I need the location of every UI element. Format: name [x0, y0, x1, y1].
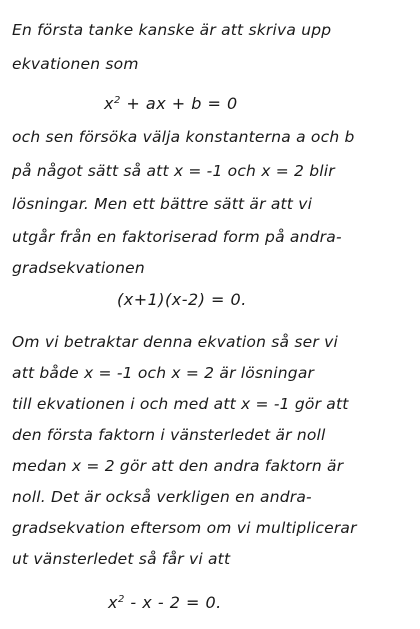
- text-line: ekvationen som: [12, 55, 139, 73]
- equation-factorized: (x+1)(x-2) = 0.: [117, 290, 247, 309]
- text-line: Om vi betraktar denna ekvation så ser vi: [12, 333, 338, 351]
- text-line: ut vänsterledet så får vi att: [12, 550, 231, 568]
- text-line: på något sätt så att x = -1 och x = 2 blir: [12, 162, 335, 180]
- equation-expanded: $x^2 - x - 2 = 0$.: [108, 593, 222, 612]
- text-line: En första tanke kanske är att skriva upp: [12, 21, 332, 39]
- text-line: noll. Det är också verkligen en andra-: [12, 488, 312, 506]
- text-line: till ekvationen i och med att x = -1 gör att: [12, 395, 349, 413]
- text-line: utgår från en faktoriserad form på andra-: [12, 228, 342, 246]
- text-line: och sen försöka välja konstanterna a och b: [12, 128, 355, 146]
- text-line: lösningar. Men ett bättre sätt är att vi: [12, 195, 313, 213]
- text-line: medan x = 2 gör att den andra faktorn är: [12, 457, 344, 475]
- equation-quadratic-general: $x^2$ + ax + b = 0: [104, 94, 238, 113]
- text-line: gradsekvationen: [12, 259, 145, 277]
- text-line: att både x = -1 och x = 2 är lösningar: [12, 364, 315, 382]
- text-line: gradsekvation eftersom om vi multiplicerar: [12, 519, 357, 537]
- text-line: den första faktorn i vänsterledet är noll: [12, 426, 326, 444]
